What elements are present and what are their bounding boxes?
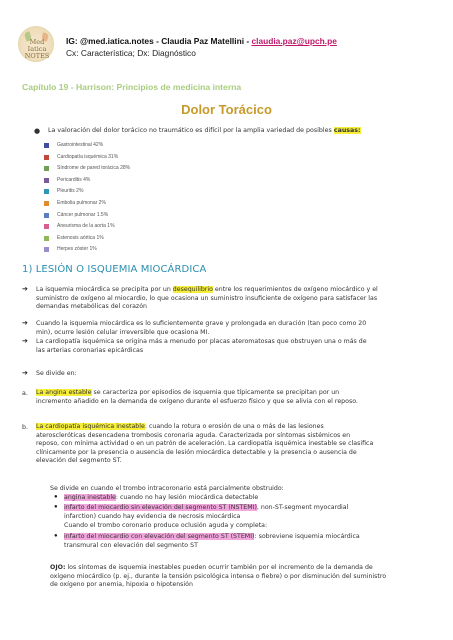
paragraph-2 [36, 320, 446, 337]
list-letter: a. [22, 390, 28, 397]
note-block [50, 564, 446, 590]
note-line: de oxígeno por anemia, hipoxia o hipotensión [50, 581, 193, 589]
document-header [18, 26, 438, 66]
legend-swatch [44, 213, 49, 218]
paragraph-1 [36, 286, 446, 312]
p1-text: La isquemia miocárdica se precipita por un [36, 286, 173, 293]
bullet-icon: ● [54, 504, 58, 510]
p2-line: Cuando la isquemia miocárdica es lo suficientemente grave y prolongada en duración (tan poco como 20 [36, 320, 367, 327]
sub3-text: : sobreviene isquemia miocárdica [254, 533, 360, 540]
legend-swatch [44, 189, 49, 194]
sub2-line: infarction) cuando hay evidencia de necrosis miocárdica [64, 512, 241, 520]
legend-label: Síndrome de pared torácica 28% [57, 165, 131, 172]
legend-label: Herpes zóster 1% [57, 246, 97, 253]
sub1-highlight: angina inestable [64, 494, 116, 501]
p1-line: suministro de oxígeno al miocardio, lo que ocasiona un suministro insuficiente de oxígeno para satisfacer las [36, 294, 378, 302]
list-letter: b. [22, 424, 28, 431]
logo [18, 26, 54, 62]
nstemi-highlight: infarto del miocardio sin elevación del segmento ST (NSTEMI) [64, 504, 257, 511]
sub-item-stemi [64, 533, 444, 550]
stable-angina-highlight: La angina estable [36, 389, 92, 396]
legend-swatch [44, 247, 49, 252]
legend-swatch [44, 224, 49, 229]
p1-text: entre los requerimientos de oxígeno miocárdico y el [212, 286, 378, 293]
p2-line: min), ocurre lesión celular irreversible que ocasiona MI. [36, 328, 210, 336]
note-line: oxígeno miocárdico (p. ej., durante la tensión psicológica intensa o fiebre) o por disminución del suministro [50, 572, 387, 580]
logo-text: Med Iatica NOTES [24, 38, 50, 60]
legend-swatch [44, 201, 49, 206]
legend-label: Gastrointestinal 42% [57, 142, 104, 148]
intro-text [48, 127, 361, 134]
legend-label: Embolia pulmonar 2% [57, 200, 106, 206]
note-label: OJO: [50, 564, 66, 571]
item-b-line: elevación del segmento ST. [36, 457, 122, 465]
note-text: los síntomas de isquemia inestables pueden ocurrir también por el incremento de la demanda de [65, 564, 373, 571]
sub-item-unstable-angina [64, 494, 444, 503]
chapter-heading: Capítulo 19 - Harrison: Principios de medicina interna [22, 82, 242, 92]
sub-item-nstemi [64, 504, 444, 521]
section-heading: 1) LESIÓN O ISQUEMIA MIOCÁRDICA [22, 264, 207, 275]
sub2-text: , non-ST-segment myocardial [256, 504, 349, 511]
unstable-highlight: La cardiopatía isquémica inestable [36, 423, 145, 430]
p1-highlight: desequilibrio [172, 286, 213, 293]
bullet-icon: ● [54, 533, 58, 539]
legend-swatch [44, 155, 49, 160]
sub3-line: transmural con elevación del segmento ST [64, 541, 198, 549]
legend-label: Estenosis aórtica 1% [57, 234, 104, 241]
legend-swatch [44, 166, 49, 171]
author-text: IG: @med.iatica.notes - Claudia Paz Matellini - [66, 36, 252, 46]
p1-line: demandas metabólicas del corazón [36, 303, 147, 311]
legend-label: Pleuritis 2% [57, 188, 84, 195]
p3-line: La cardiopatía isquémica se origina más a menudo por placas ateromatosas que obstruyen una o más de [36, 338, 367, 345]
bullet-icon: ● [54, 494, 58, 500]
legend-swatch [44, 178, 49, 183]
legend-label: Pericarditis 4% [57, 176, 91, 183]
item-a-text: se caracteriza por episodios de isquemia que típicamente se precipitan por un [91, 389, 340, 396]
arrow-icon: ➔ [22, 320, 28, 327]
item-b-text: : cuando la rotura o erosión de una o más de las lesiones [144, 423, 324, 430]
sub1-text: : cuando no hay lesión miocárdica detectable [115, 494, 259, 501]
paragraph-3 [36, 338, 446, 355]
legend-label: Aneurisma de la aorta 1% [57, 223, 115, 230]
author-line [66, 36, 337, 46]
causes-highlight: causas: [333, 127, 361, 134]
intro-text-body: La valoración del dolor torácico no traumático es difícil por la amplia variedad de posibles [48, 127, 334, 134]
item-b-line: reposo, con mínima actividad o en un patrón de aceleración. La cardiopatía isquémica inestable se clasifica [36, 440, 374, 448]
legend-swatch [44, 143, 49, 148]
p3-line: las arterias coronarias epicárdicas [36, 346, 144, 354]
page-title: Dolor Torácico [181, 102, 272, 117]
unstable-ischemia-item [36, 423, 446, 466]
email-link[interactable]: claudia.paz@upch.pe [251, 36, 337, 46]
item-b-line: ateroscleróticas desencadena trombosis coronaria aguda. Caracterizada por síntomas sistémicos en [36, 431, 351, 439]
occlusion-note: Cuando el trombo coronario produce oclusión aguda y completa: [64, 522, 268, 529]
arrow-icon: ➔ [22, 370, 28, 377]
thrombus-intro: Se divide en cuando el trombo intracoronario está parcialmente obstruido: [50, 485, 284, 492]
stable-angina-item [36, 389, 446, 406]
arrow-icon: ➔ [22, 338, 28, 345]
legend-label: Cáncer pulmonar 1.5% [57, 211, 109, 218]
item-a-line: incremento añadido en la demanda de oxígeno durante el esfuerzo físico y que se alivia con el reposo. [36, 397, 358, 405]
arrow-icon: ➔ [22, 286, 28, 293]
stemi-highlight: infarto del miocardio con elevación del segmento ST (STEMI) [64, 533, 255, 540]
abbreviations-line: Cx: Característica; Dx: Diagnóstico [66, 48, 196, 58]
paragraph-4: Se divide en: [36, 370, 77, 377]
legend-label: Cardiopatía isquémica 31% [57, 153, 119, 160]
item-b-line: clínicamente por la presencia o ausencia de lesión miocárdica detectable y la presencia o ausencia de [36, 448, 357, 456]
bullet-icon: ● [34, 127, 41, 135]
legend-swatch [44, 236, 49, 241]
